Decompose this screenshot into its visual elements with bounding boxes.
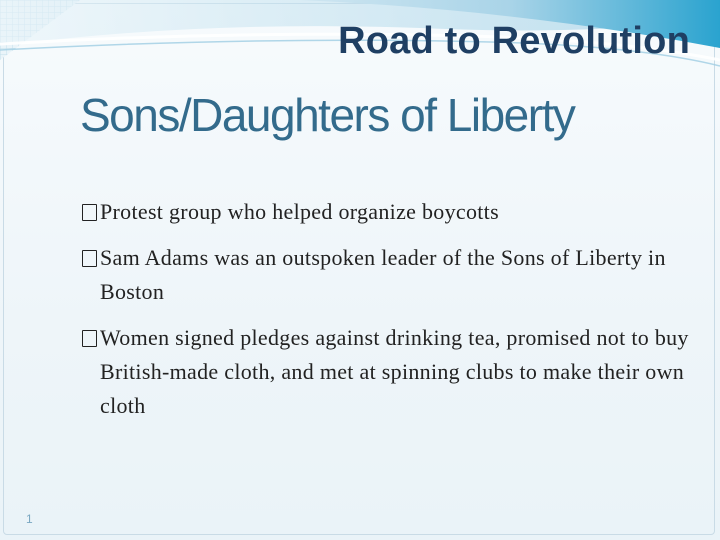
bullet-item [82,241,692,309]
header-title: Road to Revolution [338,20,690,62]
bullet-item [82,321,692,423]
bullet-list [82,195,692,435]
missing-glyph-box-icon [82,330,97,347]
missing-glyph-box-icon [82,204,97,221]
bullet-text: Protest group who helped organize boycotts [100,199,499,224]
bullet-text: Women signed pledges against drinking tea, promised not to buy British-made cloth, and met at spinning clubs to make their own cloth [100,325,689,418]
bullet-item [82,195,692,229]
slide-heading: Sons/Daughters of Liberty [80,89,575,141]
missing-glyph-box-icon [82,250,97,267]
bullet-text: Sam Adams was an outspoken leader of the Sons of Liberty in Boston [100,245,666,304]
page-number: 1 [26,512,33,526]
